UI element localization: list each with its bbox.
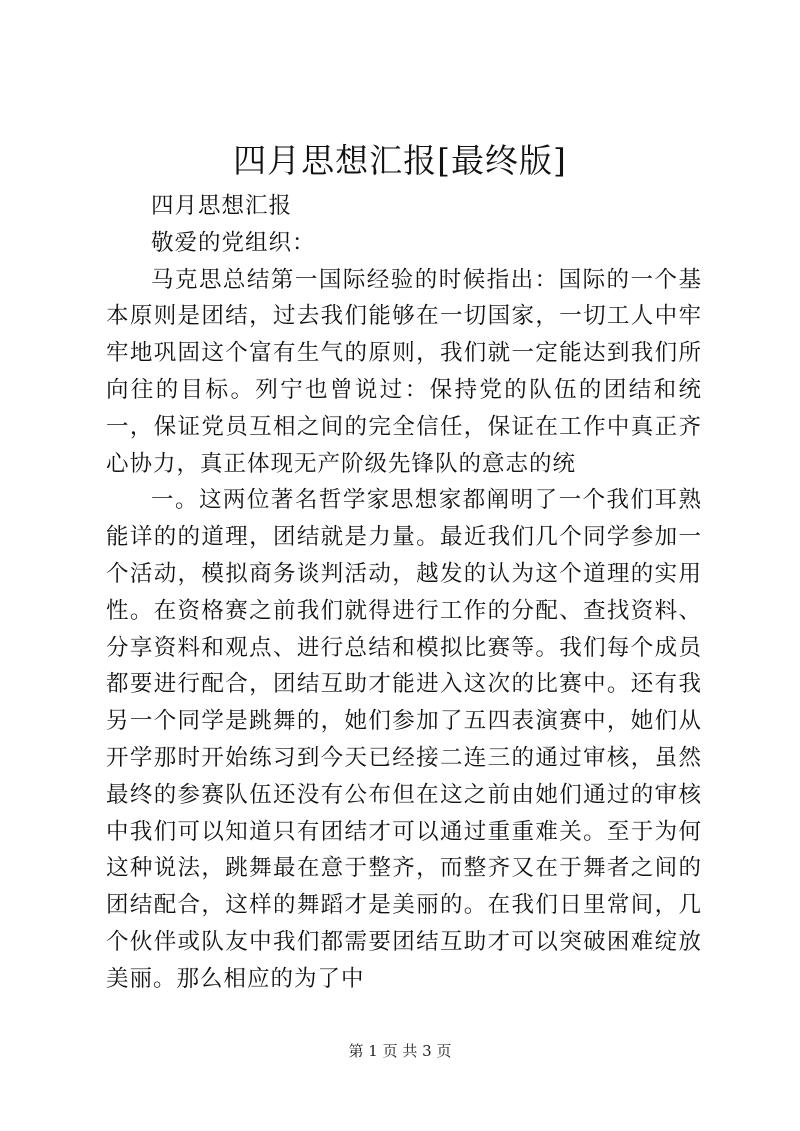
document-title: 四月思想汇报[最终版] xyxy=(233,141,567,180)
paragraph-salutation: 敬爱的党组织： xyxy=(151,229,316,256)
document-body xyxy=(106,188,702,998)
page-number-footer: 第 1 页 共 3 页 xyxy=(348,1042,452,1060)
paragraph-body: 一。这两位著名哲学家思想家都阐明了一个我们耳熟能详的的道理，团结就是力量。最近我们几个同学参加一个活动，模拟商务谈判活动，越发的认为这个道理的实用性。在资格赛之前我们就得进行工作的分配、查找资料、分享资料和观点、进行总结和模拟比赛等。我们每个成员都要进行配合，团结互助才能进入这次的比赛中。还有我另一个同学是跳舞的，她们参加了五四表演赛中，她们从开学那时开始练习到今天已经接二连三的通过审核，虽然最终的参赛队伍还没有公布但在这之前由她们通过的审核中我们可以知道只有团结才可以通过重重难关。至于为何这种说法，跳舞最在意于整齐，而整齐又在于舞者之间的团结配合，这样的舞蹈才是美丽的。在我们日里常间，几个伙伴或队友中我们都需要团结互助才可以突破困难绽放美丽。那么相应的为了中 xyxy=(106,487,702,992)
paragraph-body: 马克思总结第一国际经验的时候指出：国际的一个基本原则是团结，过去我们能够在一切国家，一切工人中牢牢地巩固这个富有生气的原则，我们就一定能达到我们所向往的目标。列宁也曾说过：保持党的队伍的团结和统一，保证党员互相之间的完全信任，保证在工作中真正齐心协力，真正体现无产阶级先锋队的意志的统 xyxy=(106,266,702,477)
paragraph-heading: 四月思想汇报 xyxy=(151,193,293,219)
